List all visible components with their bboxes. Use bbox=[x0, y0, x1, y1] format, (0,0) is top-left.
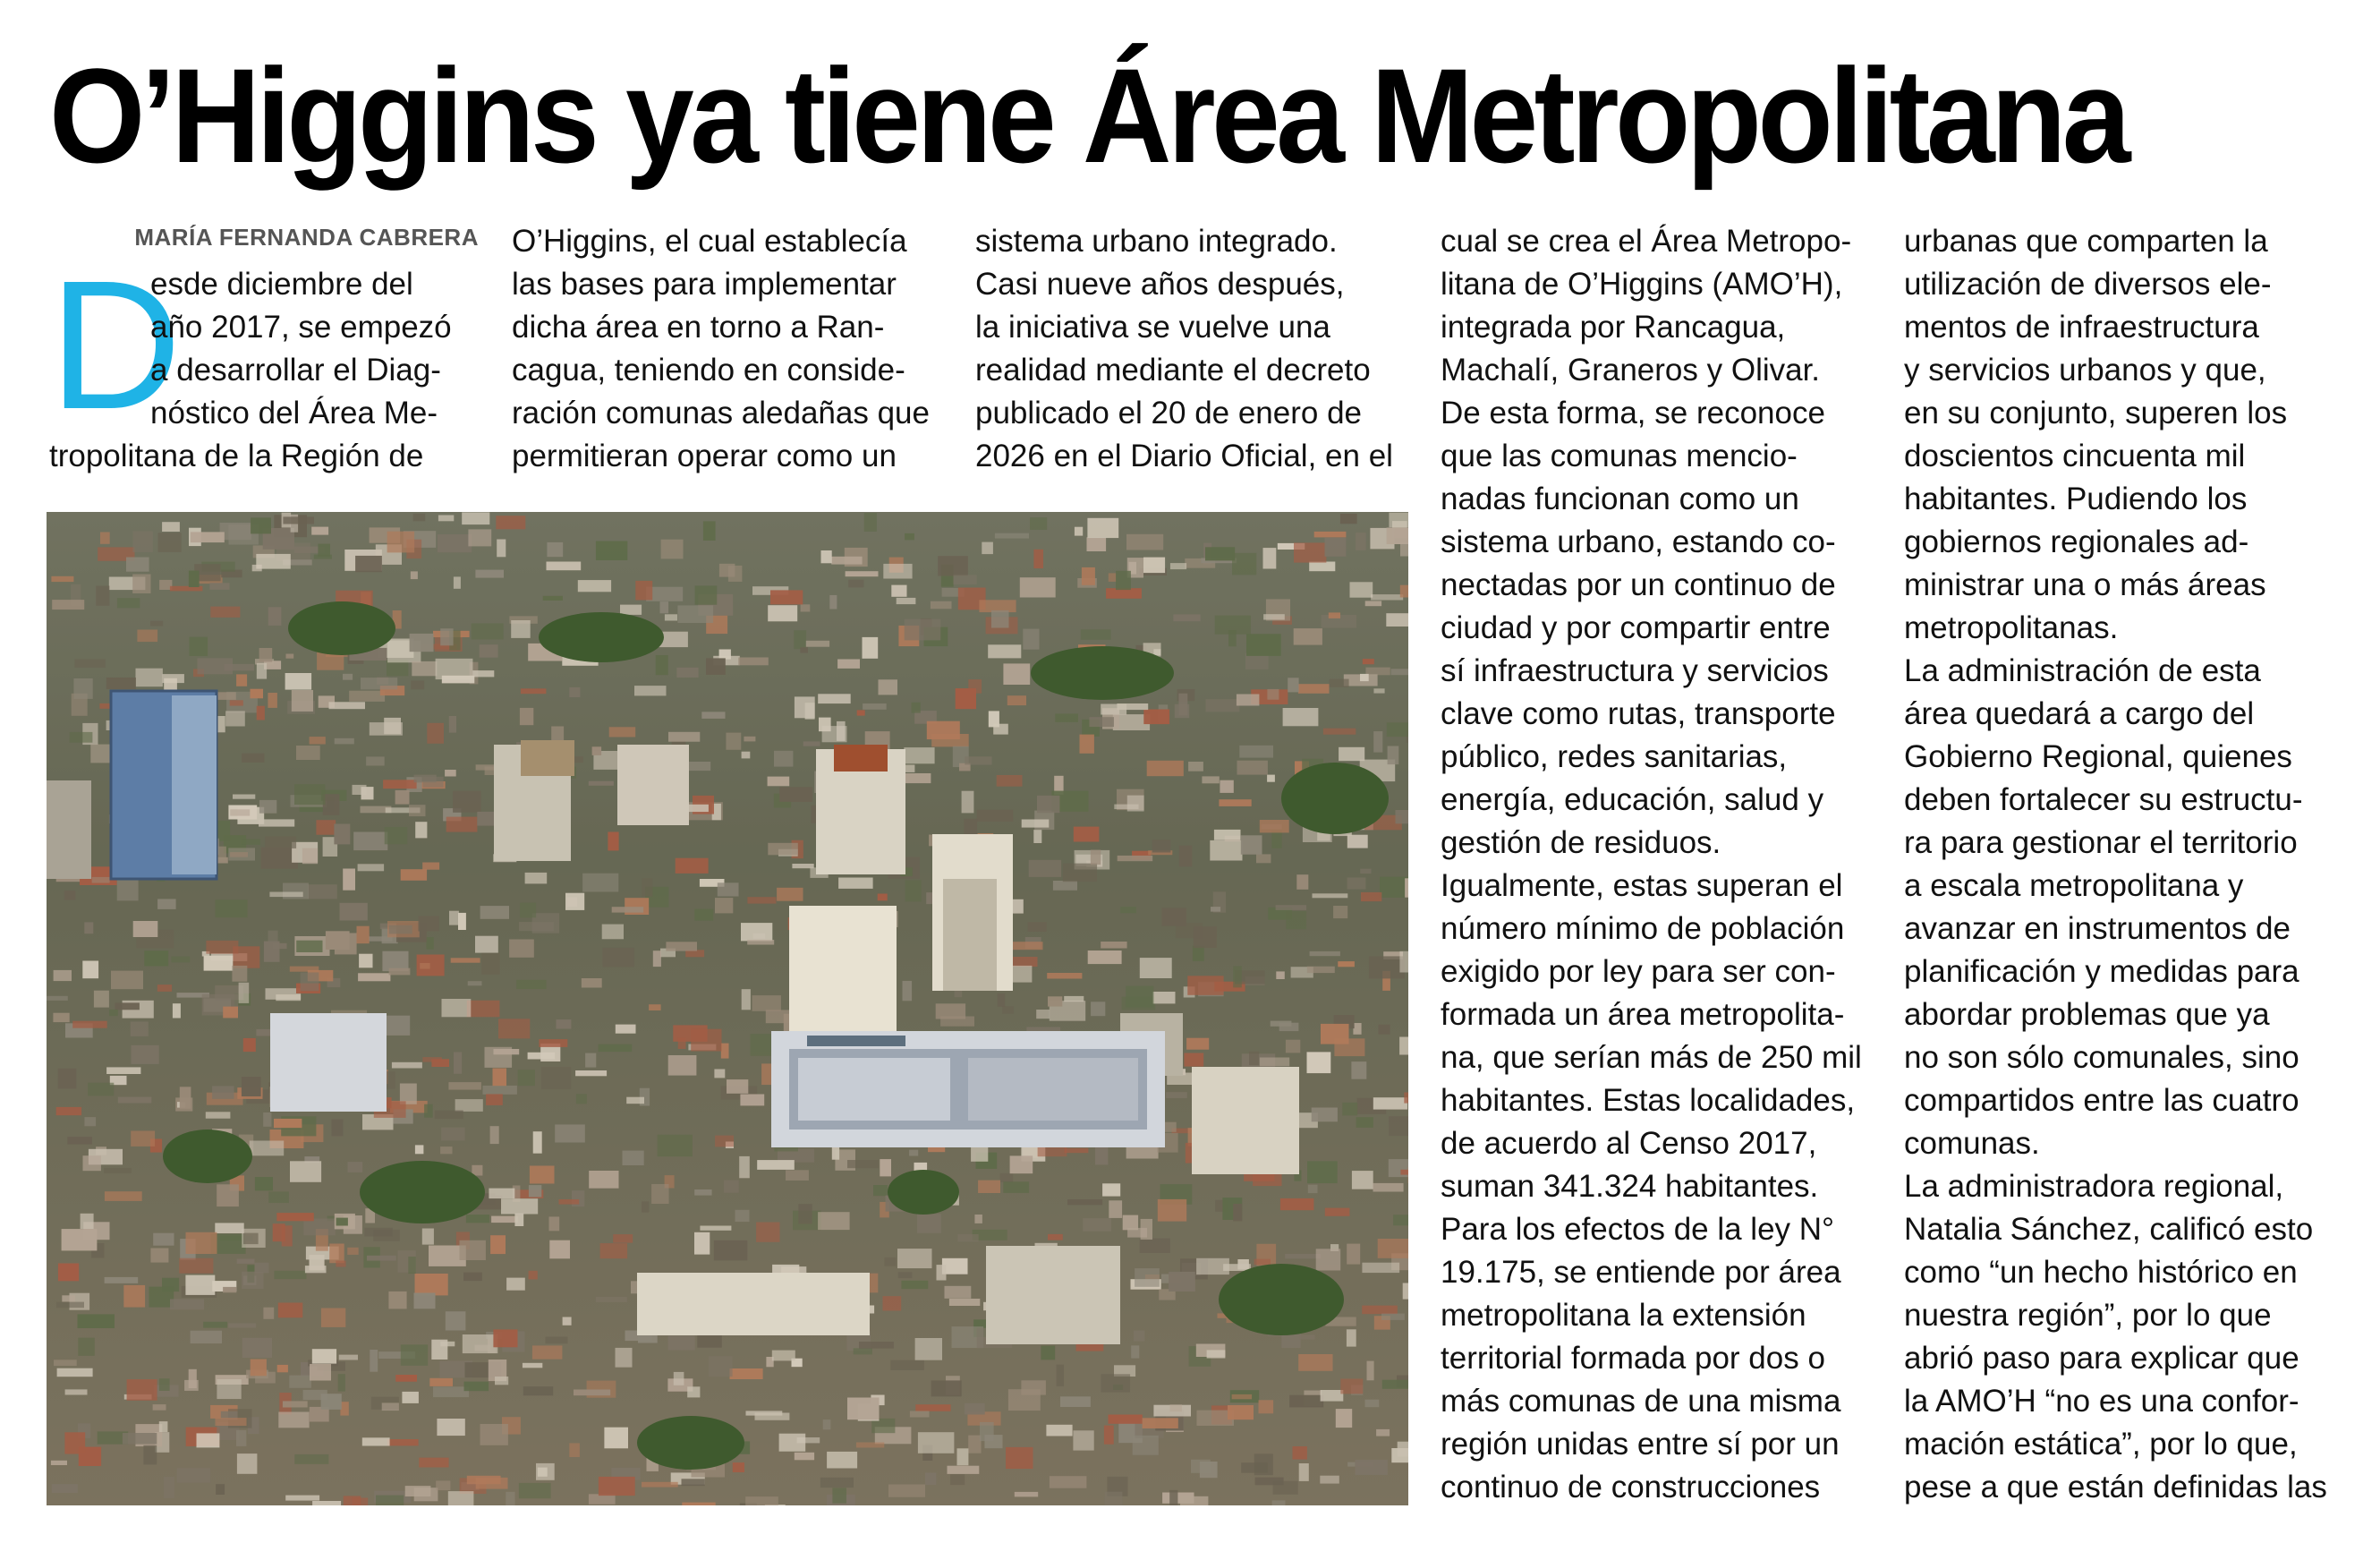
column-5-paragraph-3: La administradora regional, Natalia Sánchez, calificó esto como “un hecho histórico en nuestra región”, por lo que abrió paso para explicar que la AMO’H “no es una confor- mación estática”, por lo que, pese a que están definidas las bbox=[1904, 1169, 2327, 1505]
column-5-paragraph-2: La administración de esta área quedará a cargo del Gobierno Regional, quienes deben fortalecer su estructu- ra para gestionar el territorio a escala metropolitana y avanzar en instrumentos de planificación y medidas para abordar problemas que ya no son sólo comunales, sino compartidos entre las cuatro comunas. bbox=[1904, 653, 2303, 1161]
column-1-continuation-text: tropolitana de la Región de bbox=[49, 439, 424, 473]
column-1-lead-text: esde diciembre del año 2017, se empezó a desarrollar el Diag- nóstico del Área Me- bbox=[150, 267, 452, 431]
column-2-text: O’Higgins, el cual establecía las bases para implementar dicha área en torno a Ran- cagua, teniendo en conside- ración comunas aledañas que permitieran operar como un bbox=[512, 224, 930, 473]
byline: MARÍA FERNANDA CABRERA bbox=[134, 224, 479, 251]
column-1-lead bbox=[150, 263, 480, 435]
column-5-paragraph-1: urbanas que comparten la utilización de diversos ele- mentos de infraestructura y servicios urbanos y que, en su conjunto, superen los doscientos cincuenta mil habitantes. Pudiendo los gobiernos regionales ad- ministrar una o más áreas metropolitanas. bbox=[1904, 224, 2288, 645]
shopping-center bbox=[771, 1031, 1165, 1147]
column-4-paragraph-2: De esta forma, se reconoce que las comunas mencio- nadas funcionan como un sistema urbano, estando co- nectadas por un continuo de ciudad y por compartir entre sí infraestructura y servicios clave como rutas, transporte público, redes sanitarias, energía, educación, salud y gestión de residuos. bbox=[1441, 396, 1836, 860]
column-4-paragraph-3: Igualmente, estas superan el número mínimo de población exigido por ley para ser con- formada un área metropolita- na, que serían más de 250 mil habitantes. Estas localidades, de acuerdo al Censo 2017, suman 341.324 habitantes. Para los efectos de la ley N° 19.175, se entiende por área metropolitana la extensión territorial formada por dos o más comunas de una misma región unidas entre sí por un continuo de construcciones bbox=[1441, 868, 1862, 1505]
column-1-continuation bbox=[49, 435, 480, 478]
column-3-text: sistema urbano integrado. Casi nueve años después, la iniciativa se vuelve una realidad mediante el decreto publicado el 20 de enero de 2026 en el Diario Oficial, en el bbox=[975, 224, 1393, 473]
column-3 bbox=[975, 220, 1408, 478]
city-aerial-photo-graphic bbox=[47, 512, 1408, 1505]
dropcap bbox=[49, 243, 183, 448]
column-5 bbox=[1904, 220, 2337, 1509]
column-2 bbox=[512, 220, 943, 478]
dropcap-letter: D bbox=[49, 243, 183, 448]
column-4 bbox=[1441, 220, 1874, 1509]
column-4-paragraph-1: cual se crea el Área Metropo- litana de O’Higgins (AMO’H), integrada por Rancagua, Machalí, Graneros y Olivar. bbox=[1441, 224, 1852, 388]
headline: O’Higgins ya tiene Área Metropolitana bbox=[49, 40, 2127, 191]
city-aerial-photo bbox=[47, 512, 1408, 1505]
